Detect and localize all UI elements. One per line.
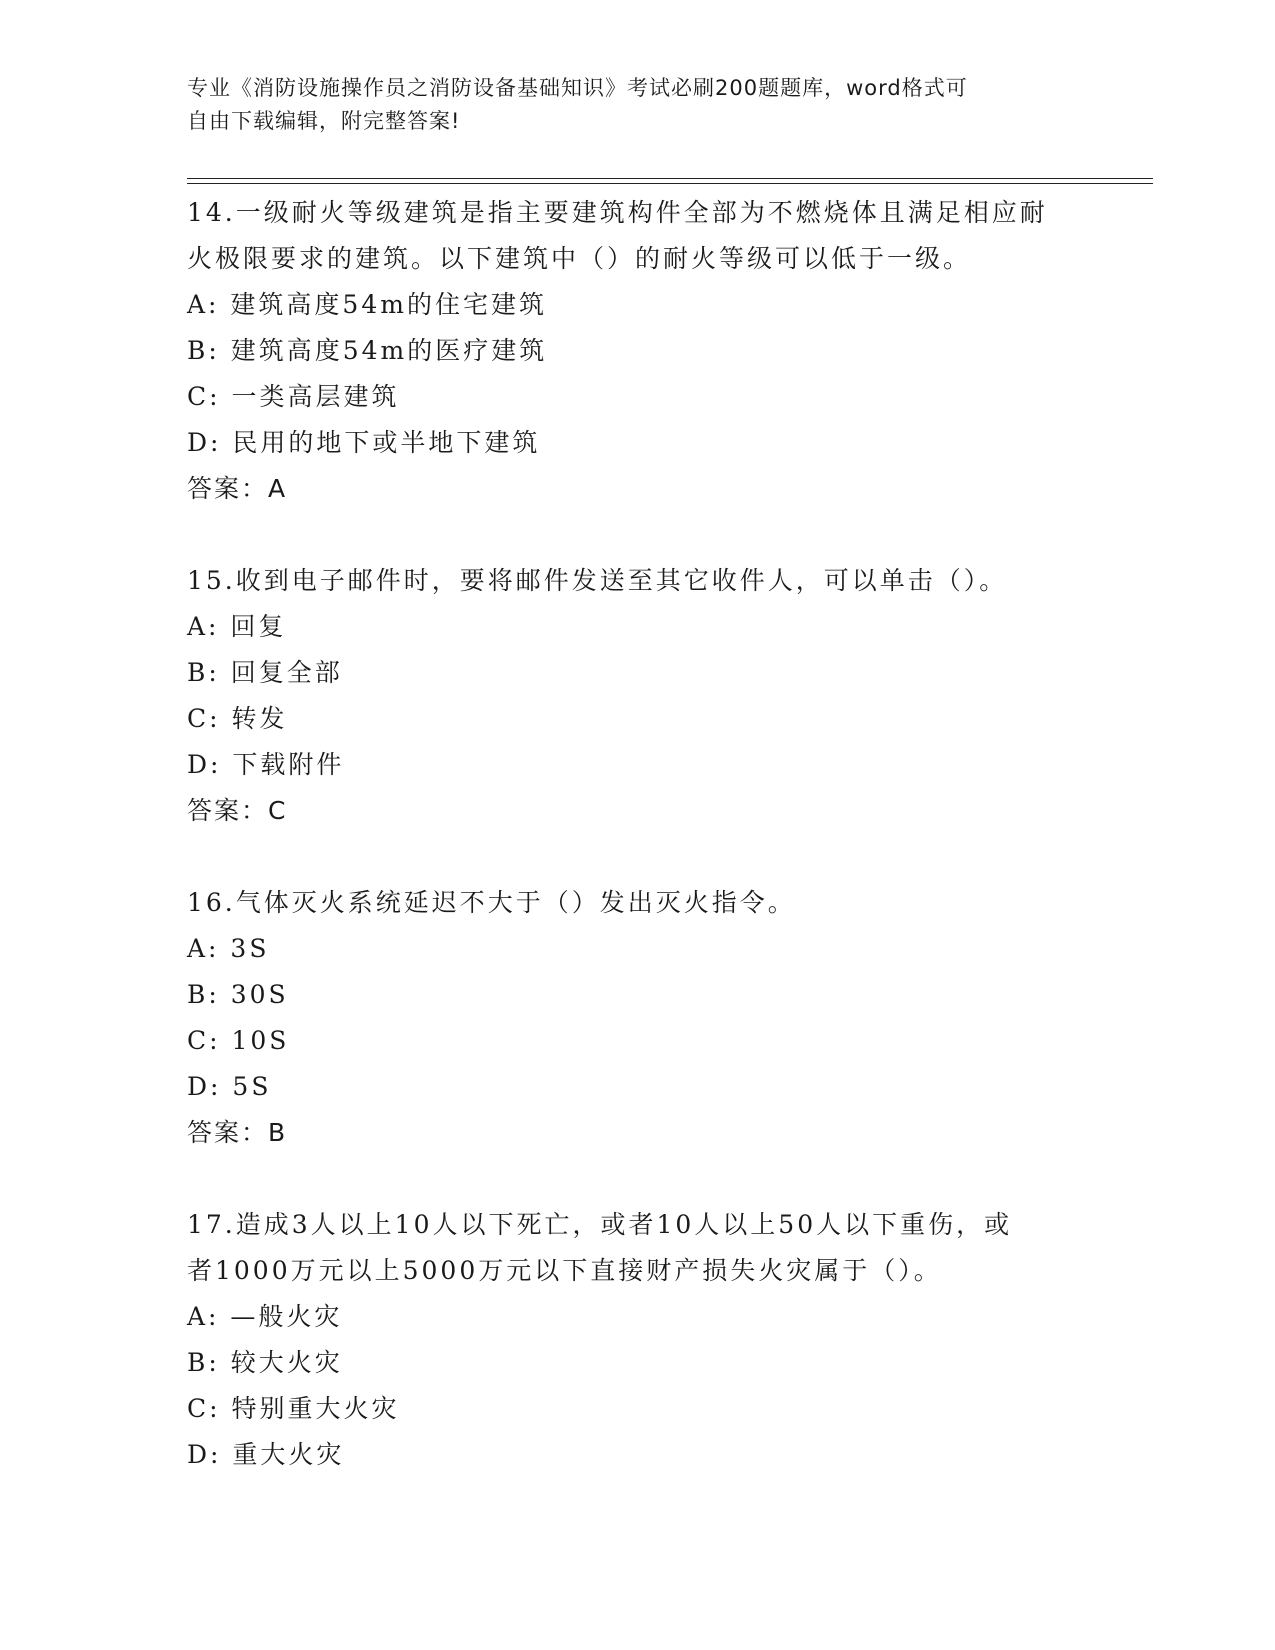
option-c: C: 10S — [187, 1026, 290, 1055]
option-d: D: 重大火灾 — [187, 1440, 345, 1469]
option-c: C: 一类高层建筑 — [187, 382, 400, 411]
header-line-2: 自由下载编辑，附完整答案! — [187, 109, 461, 133]
answer-label: 答案：B — [187, 1118, 288, 1147]
option-c: C: 转发 — [187, 704, 288, 733]
header-line-1: 专业《消防设施操作员之消防设备基础知识》考试必刷200题题库，word格式可 — [187, 76, 968, 100]
option-d: D: 民用的地下或半地下建筑 — [187, 428, 541, 457]
option-a: A: 回复 — [187, 612, 287, 641]
option-c: C: 特别重大火灾 — [187, 1394, 400, 1423]
question-17 — [187, 1202, 1087, 1478]
option-a: A: 3S — [187, 934, 270, 963]
option-a: A: —般火灾 — [187, 1302, 343, 1331]
question-stem: 17.造成3人以上10人以下死亡，或者10人以上50人以下重伤，或 — [187, 1210, 1013, 1239]
question-stem: 14.一级耐火等级建筑是指主要建筑构件全部为不燃烧体且满足相应耐 — [187, 198, 1048, 227]
question-stem: 16.气体灭火系统延迟不大于（）发出灭火指令。 — [187, 888, 796, 917]
question-16 — [187, 880, 1087, 1156]
header-divider-bottom — [187, 183, 1153, 184]
option-b: B: 建筑高度54m的医疗建筑 — [187, 336, 548, 365]
header-divider-top — [187, 178, 1153, 179]
question-stem: 15.收到电子邮件时，要将邮件发送至其它收件人，可以单击（）。 — [187, 566, 1008, 595]
option-d: D: 下载附件 — [187, 750, 345, 779]
question-14 — [187, 190, 1087, 512]
question-list — [187, 190, 1087, 1524]
document-header — [187, 72, 1087, 138]
answer-label: 答案：A — [187, 474, 288, 503]
question-stem: 者1000万元以上5000万元以下直接财产损失火灾属于（）。 — [187, 1256, 942, 1285]
answer-label: 答案：C — [187, 796, 288, 825]
option-b: B: 30S — [187, 980, 289, 1009]
option-a: A: 建筑高度54m的住宅建筑 — [187, 290, 547, 319]
question-15 — [187, 558, 1087, 834]
question-stem: 火极限要求的建筑。以下建筑中（）的耐火等级可以低于一级。 — [187, 244, 972, 273]
option-b: B: 较大火灾 — [187, 1348, 343, 1377]
option-d: D: 5S — [187, 1072, 272, 1101]
option-b: B: 回复全部 — [187, 658, 343, 687]
